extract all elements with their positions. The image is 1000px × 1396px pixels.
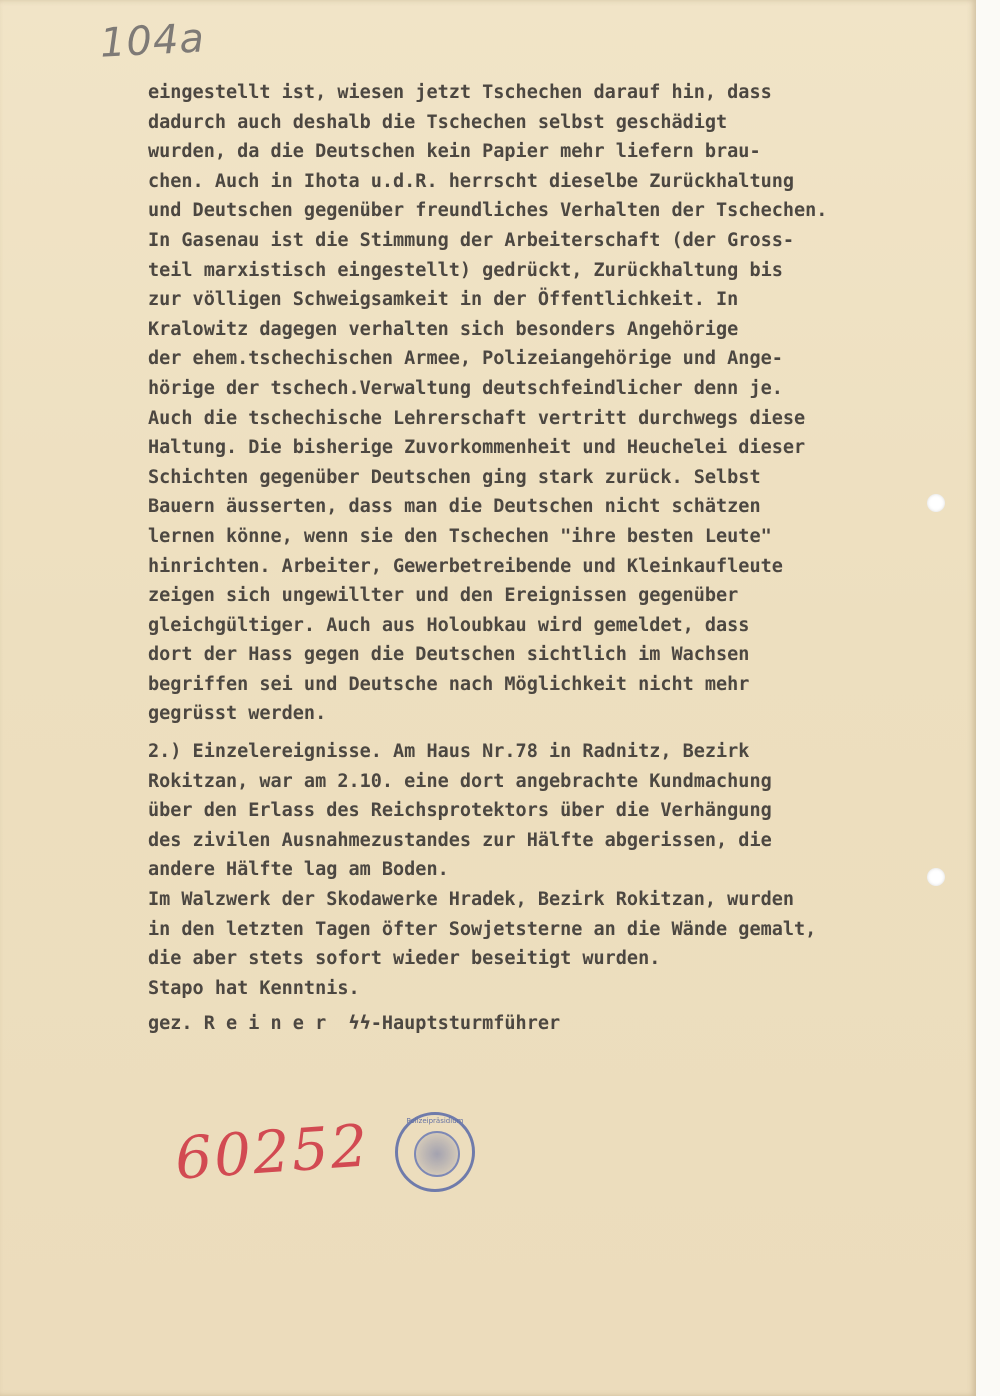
section-line: Stapo hat Kenntnis. — [148, 977, 360, 999]
body-line: eingestellt ist, wiesen jetzt Tschechen darauf hin, dass — [148, 82, 772, 103]
section-line: in den letzten Tagen öfter Sowjetsterne an die Wände gemalt, — [148, 918, 817, 940]
body-line: Haltung. Die bisherige Zuvorkommenheit und Heuchelei dieser — [148, 437, 806, 459]
typed-text-block — [148, 78, 908, 1039]
body-line: gegrüsst werden. — [148, 703, 327, 725]
body-line: gleichgültiger. Auch aus Holoubkau wird gemeldet, dass — [148, 614, 750, 636]
section-line: Rokitzan, war am 2.10. eine dort angebrachte Kundmachung — [148, 770, 772, 792]
body-line: Bauern äusserten, dass man die Deutschen nicht schätzen — [148, 496, 761, 518]
section-line: 2.) Einzelereignisse. Am Haus Nr.78 in Radnitz, Bezirk — [148, 741, 750, 763]
body-line: lernen könne, wenn sie den Tschechen "ihre besten Leute" — [148, 525, 772, 547]
signature-line: gez. R e i n e r ϟϟ-Hauptsturmführer — [148, 1013, 561, 1035]
body-line: zeigen sich ungewillter und den Ereignissen gegenüber — [148, 585, 739, 607]
scan-margin — [976, 0, 1000, 1396]
body-line: chen. Auch in Ihota u.d.R. herrscht dieselbe Zurückhaltung — [148, 170, 795, 192]
body-line: dadurch auch deshalb die Tschechen selbst geschädigt — [148, 111, 728, 133]
paragraph-gap — [148, 729, 908, 737]
body-line: zur völligen Schweigsamkeit in der Öffentlichkeit. In — [148, 289, 739, 311]
folio-number: 104a — [98, 15, 206, 67]
section-line: die aber stets sofort wieder beseitigt wurden. — [148, 948, 661, 970]
stamp-text: Polizeipräsidium — [406, 1117, 464, 1125]
body-line: hörige der tschech.Verwaltung deutschfeindlicher denn je. — [148, 377, 783, 399]
body-line: hinrichten. Arbeiter, Gewerbetreibende und Kleinkaufleute — [148, 555, 783, 577]
section-line: über den Erlass des Reichsprotektors über die Verhängung — [148, 800, 772, 822]
body-line: der ehem.tschechischen Armee, Polizeiangehörige und Ange- — [148, 348, 783, 370]
body-line: wurden, da die Deutschen kein Papier mehr liefern brau- — [148, 141, 761, 163]
body-line: Schichten gegenüber Deutschen ging stark zurück. Selbst — [148, 466, 761, 488]
body-line: Kralowitz dagegen verhalten sich besonders Angehörige — [148, 318, 739, 340]
stamp-center — [414, 1131, 460, 1177]
archive-number: 60252 — [172, 1111, 372, 1193]
stamp-seal — [395, 1112, 475, 1192]
body-line: dort der Hass gegen die Deutschen sichtlich im Wachsen — [148, 644, 750, 666]
section-line: des zivilen Ausnahmezustandes zur Hälfte abgerissen, die — [148, 829, 772, 851]
punch-hole — [927, 868, 945, 886]
body-line: Auch die tschechische Lehrerschaft vertritt durchwegs diese — [148, 407, 806, 429]
body-line: In Gasenau ist die Stimmung der Arbeiterschaft (der Gross- — [148, 229, 795, 251]
section-line: Im Walzwerk der Skodawerke Hradek, Bezirk Rokitzan, wurden — [148, 889, 795, 911]
punch-hole — [927, 494, 945, 512]
body-line: begriffen sei und Deutsche nach Möglichkeit nicht mehr — [148, 673, 750, 695]
section-line: andere Hälfte lag am Boden. — [148, 859, 449, 881]
body-line: teil marxistisch eingestellt) gedrückt, Zurückhaltung bis — [148, 259, 783, 281]
body-line: und Deutschen gegenüber freundliches Verhalten der Tschechen. — [148, 200, 828, 222]
